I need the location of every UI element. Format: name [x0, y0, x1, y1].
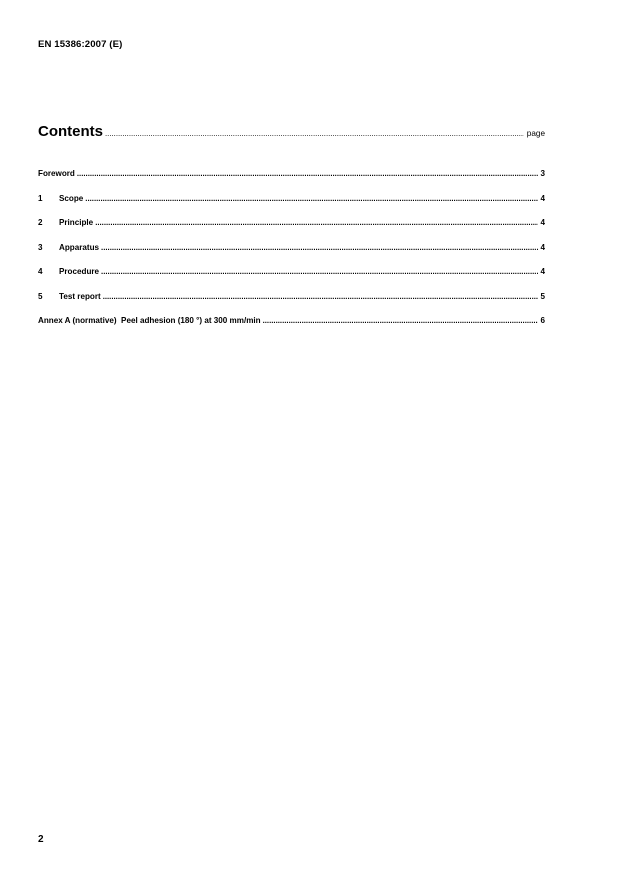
toc-entry-title: Test report [59, 291, 101, 301]
contents-heading-row [38, 123, 545, 140]
dot-leader [101, 244, 538, 252]
toc-entry-number: 2 [38, 218, 43, 227]
toc-entry-title: Procedure [59, 267, 100, 276]
toc-entry-title: Apparatus [59, 242, 100, 252]
toc-entry-test-report[interactable] [38, 292, 545, 317]
toc-entry-page: 5 [540, 291, 545, 301]
toc-entry-foreword[interactable] [38, 169, 545, 194]
toc-entry-title: Foreword [38, 169, 75, 178]
dot-leader [85, 195, 538, 203]
dot-leader [105, 130, 524, 138]
toc-entry-principle[interactable] [38, 218, 545, 243]
toc-entry-page: 4 [540, 242, 545, 252]
toc-entry-number: 4 [38, 267, 43, 276]
toc-entry-annex-a[interactable] [38, 316, 545, 341]
toc-entry-number: 1 [38, 193, 43, 203]
toc-entry-page: 3 [540, 169, 545, 178]
toc-entry-page: 4 [540, 193, 545, 203]
toc-entry-page: 4 [540, 267, 545, 276]
toc-entry-title: Scope [59, 193, 84, 203]
table-of-contents [38, 169, 545, 341]
toc-entry-number: 5 [38, 291, 43, 301]
toc-entry-procedure[interactable] [38, 267, 545, 292]
toc-entry-title: Annex A (normative) Peel adhesion (180 °) at 300 mm/min [38, 316, 261, 325]
toc-entry-number: 3 [38, 242, 43, 252]
dot-leader [95, 219, 538, 227]
toc-entry-page: 4 [540, 218, 545, 227]
document-header: EN 15386:2007 (E) [38, 39, 123, 50]
toc-entry-title: Principle [59, 218, 94, 227]
toc-entry-page: 6 [540, 316, 545, 325]
dot-leader [263, 317, 539, 325]
toc-entry-apparatus[interactable] [38, 243, 545, 268]
toc-entry-scope[interactable] [38, 194, 545, 219]
page-number: 2 [38, 834, 44, 845]
dot-leader [101, 268, 538, 276]
page-column-label: page [526, 129, 545, 138]
dot-leader [103, 293, 539, 301]
contents-title: Contents [38, 123, 103, 140]
dot-leader [77, 170, 539, 178]
